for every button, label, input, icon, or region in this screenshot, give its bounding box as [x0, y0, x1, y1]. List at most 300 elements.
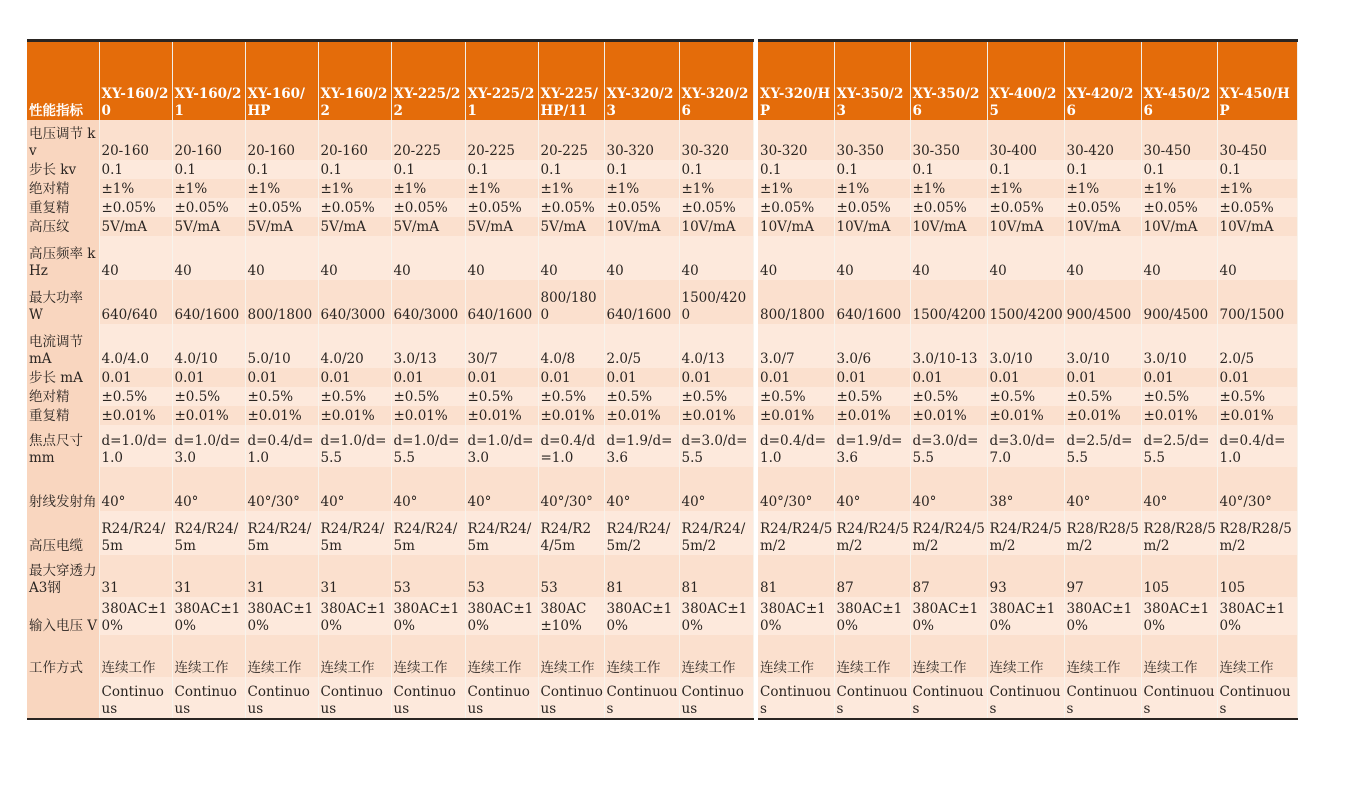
table-row	[758, 217, 1297, 236]
table-cell: ±0.01%	[465, 406, 538, 425]
table-cell: 40°	[391, 467, 465, 511]
table-cell: 0.1	[987, 160, 1064, 179]
table-cell: 380AC±10%	[1064, 597, 1141, 635]
table-cell: 连续工作	[987, 635, 1064, 677]
table-cell: 连续工作	[679, 635, 753, 677]
table-cell: d=0.4/d=1.0	[245, 425, 318, 467]
table-cell: ±0.01%	[758, 406, 834, 425]
table-cell: R28/R28/5m/2	[1064, 511, 1141, 555]
table-cell: 30-450	[1217, 120, 1297, 160]
header-cell: 性能指标	[27, 41, 99, 121]
table-cell: 5V/mA	[465, 217, 538, 236]
table-cell: d=1.9/d=3.6	[834, 425, 910, 467]
table-cell: ±0.5%	[245, 387, 318, 406]
table-cell: R28/R28/5m/2	[1141, 511, 1217, 555]
table-row	[27, 120, 753, 160]
table-cell: 30-400	[987, 120, 1064, 160]
table-cell: ±0.5%	[910, 387, 987, 406]
table-cell: ±0.5%	[465, 387, 538, 406]
table-cell: 640/1600	[172, 280, 245, 324]
table-cell: 81	[758, 555, 834, 597]
table-cell: 3.0/10-13	[910, 324, 987, 368]
table-cell: ±0.05%	[318, 198, 391, 217]
table-cell: 81	[604, 555, 679, 597]
table-cell: 40°	[679, 467, 753, 511]
table-cell: 连续工作	[465, 635, 538, 677]
table-row	[27, 511, 753, 555]
table-row	[758, 179, 1297, 198]
table-cell: 40	[245, 236, 318, 280]
table-cell: 20-225	[538, 120, 604, 160]
table-cell: 1500/4200	[910, 280, 987, 324]
row-label: 射线发射角	[27, 467, 99, 511]
table-cell: ±0.05%	[758, 198, 834, 217]
table-cell: 640/1600	[834, 280, 910, 324]
table-cell: 0.1	[318, 160, 391, 179]
table-cell: d=0.4/d=1.0	[1217, 425, 1297, 467]
table-cell: 0.01	[679, 368, 753, 387]
table-cell: 连续工作	[1141, 635, 1217, 677]
table-cell: Continuous	[245, 677, 318, 719]
row-label: 高压纹	[27, 217, 99, 236]
table-cell: 0.1	[99, 160, 172, 179]
table-cell: ±1%	[679, 179, 753, 198]
table-cell: ±1%	[465, 179, 538, 198]
table-cell: R28/R28/5m/2	[1217, 511, 1297, 555]
table-cell: 40	[758, 236, 834, 280]
table-row	[27, 324, 753, 368]
table-cell: R24/R24/5m/2	[834, 511, 910, 555]
table-cell: 5V/mA	[245, 217, 318, 236]
table-cell: 3.0/6	[834, 324, 910, 368]
table-cell: 2.0/5	[1217, 324, 1297, 368]
table-row	[758, 635, 1297, 677]
table-cell: d=3.0/d=5.5	[679, 425, 753, 467]
table-cell: 0.1	[391, 160, 465, 179]
table-cell: 640/3000	[391, 280, 465, 324]
table-cell: 0.1	[1064, 160, 1141, 179]
table-cell: 31	[245, 555, 318, 597]
table-cell: 连续工作	[172, 635, 245, 677]
table-cell: Continuous	[1064, 677, 1141, 719]
table-row	[758, 236, 1297, 280]
table-cell: R24/R24/5m/2	[604, 511, 679, 555]
table-cell: 900/4500	[1064, 280, 1141, 324]
table-cell: 40	[1141, 236, 1217, 280]
table-row	[758, 324, 1297, 368]
table-cell: 380AC±10%	[391, 597, 465, 635]
table-cell: 连续工作	[99, 635, 172, 677]
table-cell: 4.0/8	[538, 324, 604, 368]
table-cell: R24/R24/5m	[391, 511, 465, 555]
table-cell: ±0.05%	[1217, 198, 1297, 217]
table-cell: R24/R24/5m	[172, 511, 245, 555]
table-cell: 105	[1141, 555, 1217, 597]
table-cell: ±0.05%	[172, 198, 245, 217]
table-cell: 连续工作	[245, 635, 318, 677]
table-cell: 10V/mA	[834, 217, 910, 236]
table-cell: 40	[834, 236, 910, 280]
table-cell: 0.01	[1141, 368, 1217, 387]
table-cell: 40	[987, 236, 1064, 280]
table-cell: ±0.01%	[679, 406, 753, 425]
table-cell: 40°	[172, 467, 245, 511]
table-cell: 380AC±10%	[1217, 597, 1297, 635]
table-cell: ±0.01%	[834, 406, 910, 425]
table-cell: ±0.01%	[987, 406, 1064, 425]
spec-table-right	[758, 39, 1298, 720]
table-cell: R24/R24/5m	[538, 511, 604, 555]
table-row	[758, 425, 1297, 467]
table-cell: 700/1500	[1217, 280, 1297, 324]
table-cell: 380AC±10%	[834, 597, 910, 635]
table-cell: ±0.05%	[465, 198, 538, 217]
table-cell: ±0.05%	[391, 198, 465, 217]
table-cell: 40°/30°	[1217, 467, 1297, 511]
table-row	[27, 387, 753, 406]
table-cell: ±0.01%	[1064, 406, 1141, 425]
table-cell: 0.1	[604, 160, 679, 179]
table-cell: 380AC±10%	[99, 597, 172, 635]
table-cell: 53	[465, 555, 538, 597]
table-cell: Continuous	[318, 677, 391, 719]
table-cell: 31	[318, 555, 391, 597]
header-cell: XY-350/26	[910, 41, 987, 121]
table-cell: 40°	[910, 467, 987, 511]
table-cell: Continuous	[538, 677, 604, 719]
table-cell: 31	[99, 555, 172, 597]
table-cell: 0.1	[538, 160, 604, 179]
table-cell: ±1%	[604, 179, 679, 198]
table-cell: ±0.5%	[1064, 387, 1141, 406]
table-cell: 87	[834, 555, 910, 597]
spec-table-left	[27, 39, 754, 720]
table-cell: 20-160	[245, 120, 318, 160]
table-cell: 30-320	[679, 120, 753, 160]
row-label: 输入电压 V	[27, 597, 99, 635]
row-label: 步长 mA	[27, 368, 99, 387]
header-cell: XY-160/20	[99, 41, 172, 121]
table-header-row	[758, 41, 1297, 121]
table-cell: d=1.0/d=5.5	[318, 425, 391, 467]
table-cell: 0.1	[834, 160, 910, 179]
row-label: 焦点尺寸 mm	[27, 425, 99, 467]
table-cell: 40	[604, 236, 679, 280]
table-row	[27, 425, 753, 467]
table-cell: 0.1	[1217, 160, 1297, 179]
table-cell: 800/1800	[758, 280, 834, 324]
table-cell: Continuous	[99, 677, 172, 719]
table-cell: 380AC±10%	[604, 597, 679, 635]
table-cell: ±0.01%	[318, 406, 391, 425]
table-cell: R24/R24/5m/2	[910, 511, 987, 555]
table-cell: 30-420	[1064, 120, 1141, 160]
table-row	[758, 677, 1297, 719]
table-cell: R24/R24/5m/2	[758, 511, 834, 555]
table-cell: 连续工作	[758, 635, 834, 677]
table-cell: 93	[987, 555, 1064, 597]
table-cell: Continuous	[834, 677, 910, 719]
header-cell: XY-400/25	[987, 41, 1064, 121]
table-cell: 97	[1064, 555, 1141, 597]
table-row	[27, 406, 753, 425]
row-label: 绝对精	[27, 387, 99, 406]
table-cell: ±0.5%	[679, 387, 753, 406]
row-label: 最大功率 W	[27, 280, 99, 324]
table-row	[27, 467, 753, 511]
table-cell: 4.0/13	[679, 324, 753, 368]
table-cell: 0.1	[172, 160, 245, 179]
table-cell: 4.0/10	[172, 324, 245, 368]
table-cell: ±0.05%	[987, 198, 1064, 217]
table-cell: 4.0/4.0	[99, 324, 172, 368]
table-cell: d=1.9/d=3.6	[604, 425, 679, 467]
table-cell: 380AC±10%	[245, 597, 318, 635]
table-cell: d=1.0/d=5.5	[391, 425, 465, 467]
table-cell: 1500/4200	[679, 280, 753, 324]
table-cell: 40	[172, 236, 245, 280]
header-cell: XY-160/21	[172, 41, 245, 121]
table-cell: d=3.0/d=7.0	[987, 425, 1064, 467]
table-cell: 3.0/10	[1141, 324, 1217, 368]
table-cell: R24/R24/5m/2	[987, 511, 1064, 555]
row-label	[27, 677, 99, 719]
table-cell: ±0.05%	[910, 198, 987, 217]
table-cell: ±1%	[1064, 179, 1141, 198]
table-cell: 20-225	[391, 120, 465, 160]
header-cell: XY-450/HP	[1217, 41, 1297, 121]
table-cell: 连续工作	[538, 635, 604, 677]
table-cell: ±0.05%	[538, 198, 604, 217]
table-cell: ±0.01%	[1217, 406, 1297, 425]
table-cell: 0.01	[465, 368, 538, 387]
table-cell: 连续工作	[1064, 635, 1141, 677]
table-cell: 380AC±10%	[538, 597, 604, 635]
table-cell: 380AC±10%	[465, 597, 538, 635]
table-cell: Continuous	[465, 677, 538, 719]
table-cell: 30-350	[910, 120, 987, 160]
table-cell: 30-320	[604, 120, 679, 160]
table-cell: d=1.0/d=1.0	[99, 425, 172, 467]
table-cell: 40	[679, 236, 753, 280]
table-row	[758, 368, 1297, 387]
table-row	[27, 280, 753, 324]
table-cell: 10V/mA	[679, 217, 753, 236]
table-cell: 40	[1064, 236, 1141, 280]
table-cell: 40	[99, 236, 172, 280]
table-cell: Continuous	[604, 677, 679, 719]
table-row	[27, 635, 753, 677]
table-cell: R24/R24/5m/2	[679, 511, 753, 555]
table-cell: 380AC±10%	[318, 597, 391, 635]
table-cell: 380AC±10%	[172, 597, 245, 635]
table-cell: 40°/30°	[538, 467, 604, 511]
table-cell: ±0.01%	[172, 406, 245, 425]
table-cell: ±0.05%	[679, 198, 753, 217]
table-cell: 105	[1217, 555, 1297, 597]
table-cell: 0.01	[987, 368, 1064, 387]
table-cell: 53	[391, 555, 465, 597]
table-cell: 10V/mA	[604, 217, 679, 236]
table-cell: 5V/mA	[391, 217, 465, 236]
header-cell: XY-160/22	[318, 41, 391, 121]
table-cell: ±0.5%	[834, 387, 910, 406]
table-cell: 2.0/5	[604, 324, 679, 368]
table-cell: 10V/mA	[987, 217, 1064, 236]
table-cell: 30-450	[1141, 120, 1217, 160]
table-cell: 5V/mA	[172, 217, 245, 236]
table-cell: 40°	[1141, 467, 1217, 511]
table-cell: 0.01	[1217, 368, 1297, 387]
table-row	[27, 217, 753, 236]
table-cell: d=1.0/d=3.0	[172, 425, 245, 467]
table-row	[758, 467, 1297, 511]
table-cell: 640/640	[99, 280, 172, 324]
table-cell: 40	[910, 236, 987, 280]
table-cell: ±0.01%	[391, 406, 465, 425]
table-cell: Continuous	[679, 677, 753, 719]
row-label: 绝对精	[27, 179, 99, 198]
table-cell: 1500/4200	[987, 280, 1064, 324]
table-cell: 10V/mA	[758, 217, 834, 236]
table-cell: Continuous	[910, 677, 987, 719]
table-cell: ±0.5%	[99, 387, 172, 406]
table-cell: ±0.01%	[604, 406, 679, 425]
table-cell: 0.1	[758, 160, 834, 179]
header-cell: XY-225/22	[391, 41, 465, 121]
table-cell: 30/7	[465, 324, 538, 368]
table-cell: ±0.05%	[1064, 198, 1141, 217]
table-row	[758, 120, 1297, 160]
table-cell: 20-160	[99, 120, 172, 160]
table-cell: 5V/mA	[318, 217, 391, 236]
table-row	[758, 160, 1297, 179]
header-cell: XY-320/26	[679, 41, 753, 121]
table-cell: ±0.01%	[910, 406, 987, 425]
table-cell: 40°	[99, 467, 172, 511]
table-cell: 40°/30°	[758, 467, 834, 511]
table-cell: 0.01	[99, 368, 172, 387]
table-cell: 0.01	[604, 368, 679, 387]
table-cell: Continuous	[391, 677, 465, 719]
table-cell: ±0.05%	[1141, 198, 1217, 217]
table-cell: ±0.5%	[172, 387, 245, 406]
table-cell: 3.0/7	[758, 324, 834, 368]
table-cell: ±0.05%	[834, 198, 910, 217]
table-cell: ±1%	[910, 179, 987, 198]
row-label: 最大穿透力A3钢	[27, 555, 99, 597]
table-cell: 800/1800	[538, 280, 604, 324]
table-cell: 640/1600	[604, 280, 679, 324]
table-cell: 0.1	[245, 160, 318, 179]
table-cell: 连续工作	[1217, 635, 1297, 677]
table-cell: 连续工作	[910, 635, 987, 677]
table-cell: ±1%	[1141, 179, 1217, 198]
table-cell: 0.01	[910, 368, 987, 387]
table-cell: 0.01	[172, 368, 245, 387]
table-cell: Continuous	[758, 677, 834, 719]
table-cell: d=1.0/d=3.0	[465, 425, 538, 467]
table-cell: 连续工作	[391, 635, 465, 677]
table-cell: ±0.01%	[538, 406, 604, 425]
row-label: 高压电缆	[27, 511, 99, 555]
table-cell: Continuous	[987, 677, 1064, 719]
table-row	[758, 597, 1297, 635]
table-cell: ±1%	[391, 179, 465, 198]
table-cell: 连续工作	[604, 635, 679, 677]
header-cell: XY-320/HP	[758, 41, 834, 121]
table-cell: ±1%	[834, 179, 910, 198]
table-cell: 40	[465, 236, 538, 280]
table-cell: 10V/mA	[1217, 217, 1297, 236]
table-row	[758, 406, 1297, 425]
table-row	[27, 677, 753, 719]
row-label: 步长 kv	[27, 160, 99, 179]
table-cell: 380AC±10%	[758, 597, 834, 635]
table-row	[758, 387, 1297, 406]
table-cell: ±1%	[758, 179, 834, 198]
table-cell: 40	[538, 236, 604, 280]
table-cell: ±0.5%	[604, 387, 679, 406]
table-cell: d=2.5/d=5.5	[1141, 425, 1217, 467]
table-cell: ±0.05%	[245, 198, 318, 217]
table-cell: 40°	[834, 467, 910, 511]
table-row	[27, 236, 753, 280]
table-cell: ±1%	[538, 179, 604, 198]
table-cell: ±0.01%	[1141, 406, 1217, 425]
row-label: 高压频率 kHz	[27, 236, 99, 280]
table-cell: 640/1600	[465, 280, 538, 324]
header-cell: XY-225/21	[465, 41, 538, 121]
table-cell: ±0.5%	[987, 387, 1064, 406]
table-cell: 0.01	[318, 368, 391, 387]
table-row	[27, 368, 753, 387]
table-cell: 40°	[318, 467, 391, 511]
table-cell: 10V/mA	[1064, 217, 1141, 236]
table-row	[758, 555, 1297, 597]
table-cell: 连续工作	[834, 635, 910, 677]
table-cell: 0.1	[679, 160, 753, 179]
table-cell: 3.0/10	[1064, 324, 1141, 368]
table-cell: 10V/mA	[1141, 217, 1217, 236]
table-cell: 30-320	[758, 120, 834, 160]
table-cell: 0.01	[1064, 368, 1141, 387]
table-cell: 40°	[1064, 467, 1141, 511]
table-cell: 0.1	[465, 160, 538, 179]
table-cell: 5V/mA	[538, 217, 604, 236]
table-cell: 0.01	[834, 368, 910, 387]
table-cell: 800/1800	[245, 280, 318, 324]
table-cell: d=0.4/d=1.0	[538, 425, 604, 467]
table-cell: 20-160	[172, 120, 245, 160]
table-cell: ±1%	[987, 179, 1064, 198]
header-cell: XY-320/23	[604, 41, 679, 121]
table-cell: Continuous	[172, 677, 245, 719]
table-cell: ±0.5%	[318, 387, 391, 406]
table-cell: 30-350	[834, 120, 910, 160]
table-cell: 380AC±10%	[987, 597, 1064, 635]
table-row	[27, 555, 753, 597]
table-cell: 40°	[604, 467, 679, 511]
table-row	[27, 597, 753, 635]
table-header-row	[27, 41, 753, 121]
table-row	[27, 160, 753, 179]
table-row	[27, 198, 753, 217]
table-cell: ±0.5%	[1217, 387, 1297, 406]
table-cell: ±1%	[172, 179, 245, 198]
table-cell: R24/R24/5m	[318, 511, 391, 555]
row-label: 电压调节 kv	[27, 120, 99, 160]
